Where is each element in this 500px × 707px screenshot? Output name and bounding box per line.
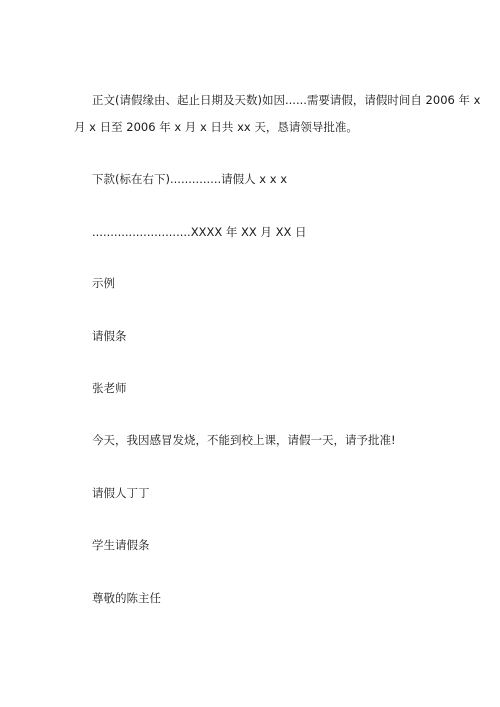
student-note-title: 学生请假条 [92,538,150,552]
example-heading: 示例 [92,276,115,290]
note-title: 请假条 [92,329,127,343]
student-note-salutation: 尊敬的陈主任 [92,591,161,605]
note-salutation: 张老师 [92,381,127,395]
date-format-line: ...........................XXXX 年 XX 月 XX 日 [92,225,307,239]
note-signature: 请假人丁丁 [92,486,150,500]
body-paragraph-line-2: 月 x 日至 2006 年 x 月 x 日共 xx 天，恳请领导批准。 [74,120,358,134]
signature-format-line: 下款(标在右下)..............请假人 x x x [92,172,288,186]
note-body: 今天，我因感冒发烧，不能到校上课，请假一天，请予批准! [92,433,396,447]
body-paragraph-line-1: 正文(请假缘由、起止日期及天数)如因......需要请假，请假时间自 2006 年 x [92,93,481,107]
